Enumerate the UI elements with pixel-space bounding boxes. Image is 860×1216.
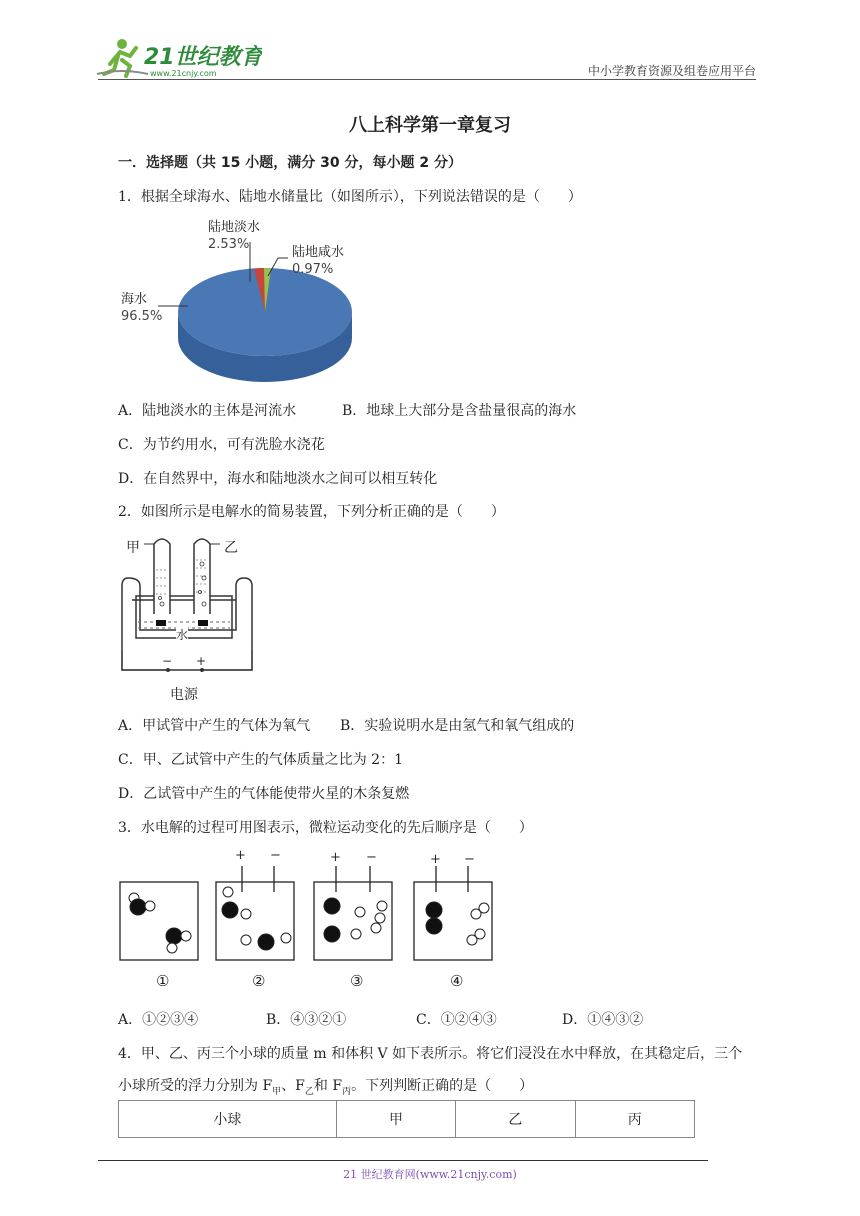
site-logo [92,34,262,82]
question-1-stem: 1．根据全球海水、陆地水储量比（如图所示），下列说法错误的是（ ） [118,189,582,205]
q1-option-d[interactable]: D．在自然界中，海水和陆地淡水之间可以相互转化 [118,471,438,487]
q1-option-b[interactable]: B．地球上大部分是含盐量很高的海水 [342,403,577,419]
fig-label-1: ① [156,972,170,990]
q3-option-c[interactable]: C．①②④③ [416,1012,497,1028]
tube-label-right: 乙 [224,540,238,556]
q2-option-a[interactable]: A．甲试管中产生的气体为氧气 [118,718,311,734]
fig4-plus: + [430,852,441,867]
q2-option-b[interactable]: B．实验说明水是由氢气和氧气组成的 [340,718,575,734]
header-platform-text: 中小学教育资源及组卷应用平台 [587,64,756,78]
q2-option-d[interactable]: D．乙试管中产生的气体能使带火星的木条复燃 [118,786,410,802]
question-4-stem-line2: 小球所受的浮力分别为 $F_甲$、$F_乙$和 $F_丙$。下列判断正确的是（ ） [118,1078,534,1097]
water-label: 水 [176,628,189,642]
fig-label-2: ② [252,972,266,990]
tube-label-left: 甲 [126,540,140,556]
pie-label-sea: 海水 96.5% [121,292,163,324]
minus-terminal-label: − [162,654,173,668]
table-header-cell: 甲 [336,1101,455,1138]
footer-divider [98,1160,708,1161]
fig-label-4: ④ [450,972,464,990]
question-2-stem: 2．如图所示是电解水的简易装置，下列分析正确的是（ ） [118,504,505,520]
q3-option-a[interactable]: A．①②③④ [118,1012,199,1028]
table-header-cell: 丙 [575,1101,694,1138]
section-heading: 一．选择题（共 15 小题，满分 30 分，每小题 2 分） [118,155,462,171]
pie-label-salt: 陆地咸水 0.97% [292,245,345,277]
fig3-plus: + [330,850,341,865]
fig3-minus: − [366,850,377,865]
footer-link[interactable]: 21 世纪教育网(www.21cnjy.com) [343,1168,517,1181]
q1-option-c[interactable]: C．为节约用水，可有洗脸水浇花 [118,437,325,453]
q2-option-c[interactable]: C．甲、乙试管中产生的气体质量之比为 2：1 [118,752,403,768]
fig2-plus: + [235,848,246,863]
plus-terminal-label: + [196,654,207,668]
table-row [119,1101,695,1138]
q1-option-a[interactable]: A．陆地淡水的主体是河流水 [118,403,297,419]
table-header-cell: 乙 [456,1101,575,1138]
fig-label-3: ③ [350,972,364,990]
page-title: 八上科学第一章复习 [349,115,511,136]
logo-text: 21世纪教育 [144,45,262,70]
ball-data-table [118,1100,695,1138]
q3-option-b[interactable]: B．④③②① [266,1012,347,1028]
logo-url: www.21cnjy.com [150,69,217,78]
q3-option-d[interactable]: D．①④③② [562,1012,644,1028]
power-source-label: 电源 [170,687,198,703]
question-3-stem: 3．水电解的过程可用图表示，微粒运动变化的先后顺序是（ ） [118,820,533,836]
fig2-minus: − [270,848,281,863]
table-header-cell: 小球 [119,1101,337,1138]
question-4-stem-line1: 4．甲、乙、丙三个小球的质量 m 和体积 V 如下表所示。将它们浸没在水中释放，在其稳定后，三个 [118,1046,743,1062]
header-divider [98,79,756,80]
fig4-minus: − [464,852,475,867]
pie-label-fresh: 陆地淡水 2.53% [208,220,261,252]
runner-logo-icon [97,39,148,76]
